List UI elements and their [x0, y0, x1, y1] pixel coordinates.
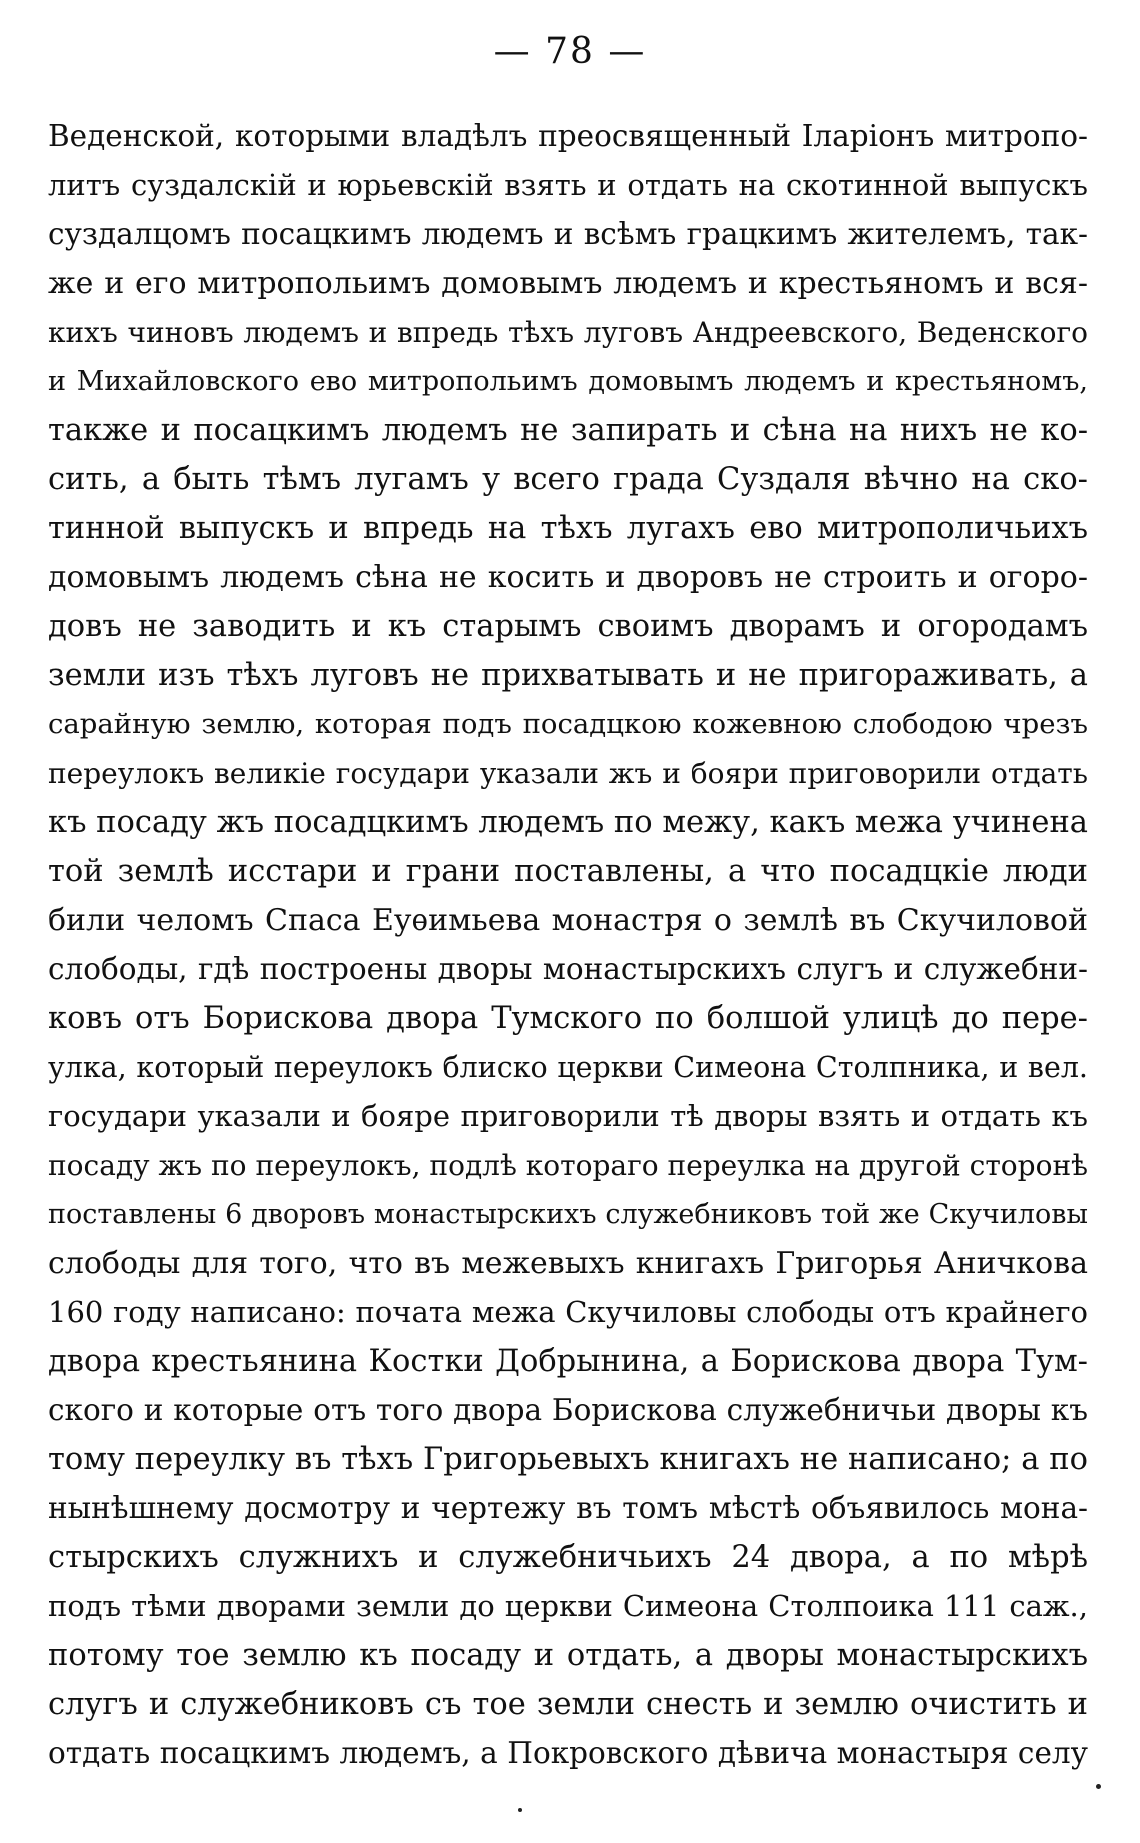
text-line: переулокъ великіе государи указали жъ и бояри приговорили отдать — [48, 757, 1088, 790]
page-number: — 78 — — [493, 31, 647, 72]
text-line: ского и которые отъ того двора Борискова служебничьи дворы къ — [48, 1393, 1088, 1427]
text-line: били челомъ Спаса Еуѳимьева монастря о землѣ въ Скучиловой — [48, 903, 1088, 938]
body-text — [48, 112, 1088, 1778]
ink-speck — [518, 1808, 522, 1812]
text-line: тинной выпускъ и впредь на тѣхъ лугахъ ево митрополичьихъ — [48, 511, 1088, 546]
text-line: и Михайловского ево митропольимъ домовымъ людемъ и крестьяномъ, — [48, 366, 1088, 397]
text-line: двора крестьянина Костки Добрынина, а Борискова двора Тум- — [48, 1344, 1088, 1379]
text-line: государи указали и бояре приговорили тѣ дворы взять и отдать къ — [48, 1099, 1088, 1133]
text-line: слугъ и служебниковъ съ тое земли снесть и землю очистить и — [48, 1687, 1088, 1722]
text-line: домовымъ людемъ сѣна не косить и дворовъ не строить и огоро- — [48, 560, 1088, 595]
text-line: ковъ отъ Борискова двора Тумского по болшой улицѣ до пере- — [48, 1001, 1088, 1036]
text-line: улка, который переулокъ блиско церкви Симеона Столпника, и вел. — [48, 1051, 1088, 1084]
ink-speck — [1096, 1784, 1101, 1789]
text-line: посаду жъ по переулокъ, подлѣ котораго переулка на другой сторонѣ — [48, 1149, 1088, 1182]
text-line: слободы, гдѣ построены дворы монастырскихъ слугъ и служебни- — [48, 952, 1088, 986]
text-line: подъ тѣми дворами земли до церкви Симеона Столпоика 111 саж., — [48, 1589, 1088, 1623]
text-line: литъ суздалскій и юрьевскій взять и отдать на скотинной выпускъ — [48, 168, 1088, 202]
text-line: тому переулку въ тѣхъ Григорьевыхъ книгахъ не написано; а по — [48, 1442, 1088, 1477]
text-line: къ посаду жъ посадцкимъ людемъ по межу, какъ межа учинена — [48, 805, 1088, 840]
text-line: слободы для того, что въ межевыхъ книгахъ Григорья Аничкова — [48, 1246, 1088, 1281]
text-line: земли изъ тѣхъ луговъ не прихватывать и не пригораживать, а — [48, 658, 1088, 693]
text-line: сарайную землю, которая подъ посадцкою кожевною слободою чрезъ — [48, 708, 1088, 740]
text-line: 160 году написано: почата межа Скучиловы слободы отъ крайнего — [48, 1295, 1088, 1329]
text-line: нынѣшнему досмотру и чертежу въ томъ мѣстѣ объявилось мона- — [48, 1491, 1088, 1525]
text-line: же и его митропольимъ домовымъ людемъ и крестьяномъ и вся- — [48, 266, 1088, 301]
text-line: той землѣ исстари и грани поставлены, а что посадцкіе люди — [48, 854, 1088, 889]
text-line: кихъ чиновъ людемъ и впредь тѣхъ луговъ Андреевского, Веденского — [48, 316, 1088, 349]
text-line: отдать посацкимъ людемъ, а Покровского дѣвича монастыря селу — [48, 1736, 1088, 1770]
text-line: суздалцомъ посацкимъ людемъ и всѣмъ грацкимъ жителемъ, так- — [48, 217, 1088, 251]
text-line: потому тое землю къ посаду и отдать, а дворы монастырскихъ — [48, 1638, 1088, 1673]
text-line: сить, а быть тѣмъ лугамъ у всего града Суздаля вѣчно на ско- — [48, 462, 1088, 497]
text-line: также и посацкимъ людемъ не запирать и сѣна на нихъ не ко- — [48, 413, 1088, 448]
text-line: Веденской, которыми владѣлъ преосвященный Іларіонъ митропо- — [48, 119, 1088, 153]
text-line: поставлены 6 дворовъ монастырскихъ служебниковъ той же Скучиловы — [48, 1199, 1088, 1230]
text-line: довъ не заводить и къ старымъ своимъ дворамъ и огородамъ — [48, 609, 1088, 644]
text-line: стырскихъ служнихъ и служебничьихъ 24 двора, а по мѣрѣ — [48, 1540, 1088, 1575]
